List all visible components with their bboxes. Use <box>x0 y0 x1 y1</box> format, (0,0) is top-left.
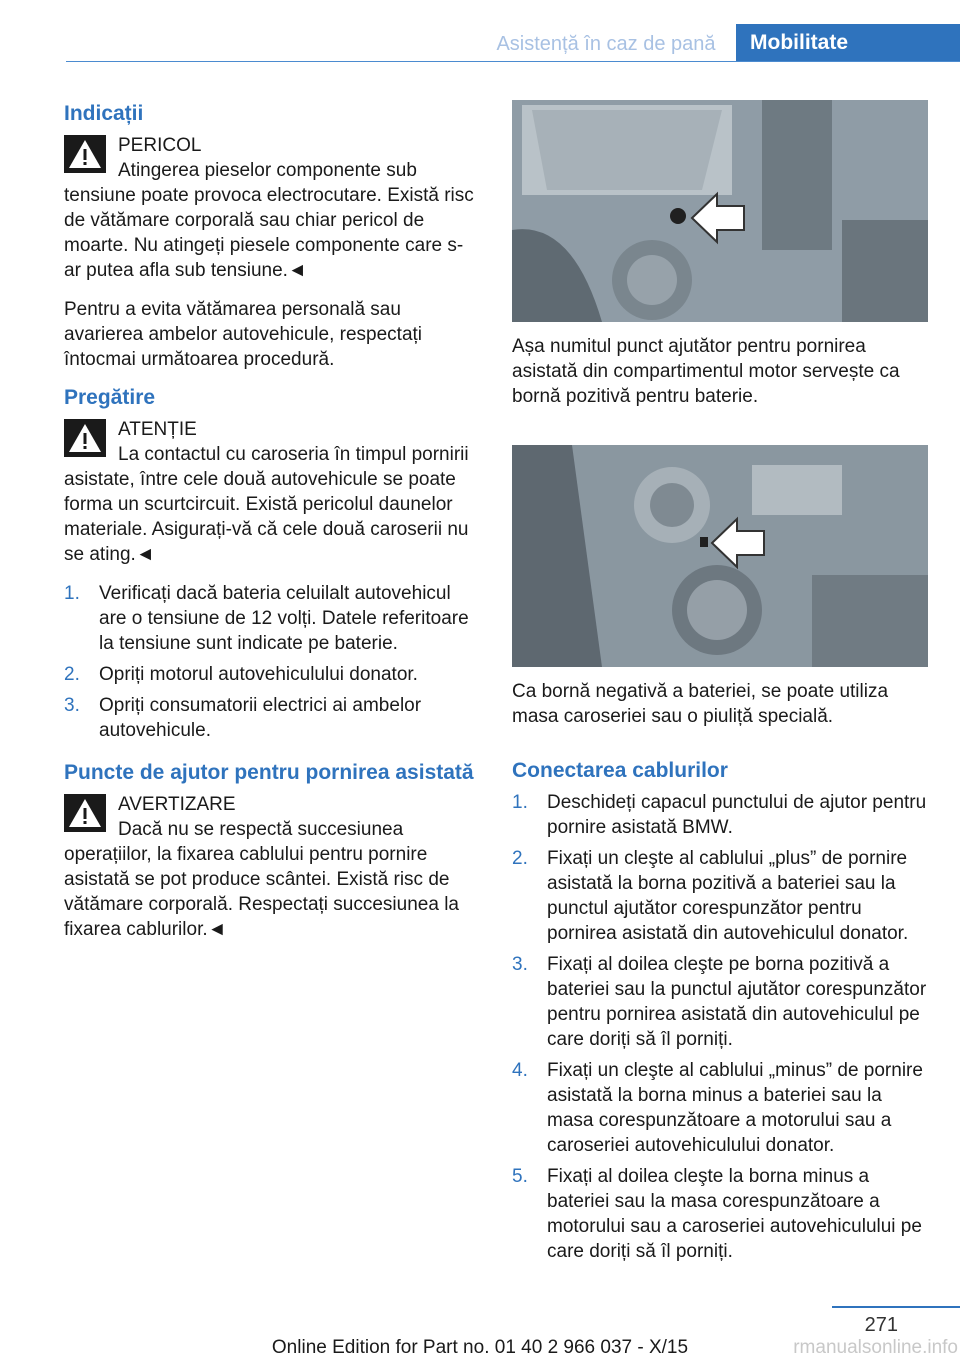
header-rule <box>66 61 960 62</box>
page-number: 271 <box>864 1314 898 1336</box>
preparation-steps <box>64 581 480 743</box>
left-column <box>64 100 480 956</box>
connection-steps <box>512 790 928 1264</box>
warning-text: Dacă nu se respectă succesiunea operațiilor, la fixarea cablului pentru pornire asistată se pot produce scântei. Există risc de vătămare corporală. Respectați succesiunea la fixarea cablurilor.◄ <box>64 819 459 940</box>
list-item: 1. Deschideți capacul punctului de ajutor pentru pornire asistată BMW. <box>512 792 927 838</box>
intro-paragraph: Pentru a evita vătămarea personală sau avarierea ambelor autovehicule, respectați întocmai următoarea procedură. <box>64 299 423 370</box>
figure1-caption: Așa numitul punct ajutător pentru pornirea asistată din compartimentul motor servește ca bornă pozitivă pentru baterie. <box>512 336 900 407</box>
warning-triangle-icon <box>64 135 106 173</box>
warning-title: AVERTIZARE <box>118 794 236 815</box>
chapter-tab[interactable]: Mobilitate <box>736 24 960 62</box>
watermark: rmanualsonline.info <box>793 1337 958 1358</box>
heading-conectare: Conectarea cablurilor <box>512 759 728 782</box>
warning-title: PERICOL <box>118 135 202 156</box>
engine-bay-negative-image <box>512 445 928 667</box>
right-column <box>512 100 928 1280</box>
warning-triangle-icon <box>64 794 106 832</box>
figure2-caption: Ca bornă negativă a bateriei, se poate utiliza masa caroseriei sau o piuliță specială. <box>512 681 889 727</box>
warning-title: ATENȚIE <box>118 419 197 440</box>
section-tab[interactable]: Asistență în caz de pană <box>496 33 716 55</box>
list-item: 5. Fixați al doilea cleşte la borna minus a bateriei sau la masa corespunzătoare a motorului sau a caroseriei autovehiculului pe care doriți să îl porniți. <box>512 1166 922 1262</box>
heading-pregatire: Pregătire <box>64 386 156 409</box>
heading-indicatii: Indicații <box>64 102 144 125</box>
danger-warning <box>64 133 480 283</box>
warning-triangle-icon <box>64 419 106 457</box>
alert-warning <box>64 792 480 942</box>
list-item: 1. Verificați dacă bateria celuilalt autovehicul are o tensiune de 12 volți. Datele referitoare la tensiune sunt indicate pe baterie. <box>64 583 469 654</box>
engine-bay-positive-image <box>512 100 928 322</box>
list-item: 3. Fixați al doilea cleşte pe borna pozitivă a bateriei sau la punctul ajutător corespunzător pentru pornirea asistată din autovehiculul pe care doriți să îl porniți. <box>512 954 927 1050</box>
edition-text: Online Edition for Part no. 01 40 2 966 037 - X/15 <box>271 1337 689 1358</box>
warning-text: Atingerea pieselor componente sub tensiune poate provoca electrocutare. Există risc de vătămare corporală sau chiar pericol de moarte. Nu atingeți piesele componente care s-ar putea afla sub tensiune.◄ <box>64 160 474 281</box>
list-item: 2. Fixați un cleşte al cablului „plus” de pornire asistată la borna pozitivă a bateriei sau la punctul ajutător corespunzător pentru pornirea asistată din autovehiculul donator. <box>512 848 909 944</box>
warning-text: La contactul cu caroseria în timpul pornirii asistate, între cele două autovehicule se poate forma un scurtcircuit. Există pericolul daunelor materiale. Asigurați-vă că cele două caroserii nu se ating.◄ <box>64 444 469 565</box>
list-item: 3. Opriți consumatorii electrici ai ambelor autovehicule. <box>64 695 422 741</box>
footer-rule <box>832 1306 960 1308</box>
page-header <box>0 0 960 62</box>
caution-warning <box>64 417 480 567</box>
list-item: 2. Opriți motorul autovehiculului donator. <box>64 664 418 685</box>
list-item: 4. Fixați un cleşte al cablului „minus” de pornire asistată la borna minus a bateriei sau la masa corespunzătoare a motorului sau a caroseriei autovehiculului donator. <box>512 1060 923 1156</box>
heading-puncte-ajutor: Puncte de ajutor pentru pornirea asistată <box>64 761 474 784</box>
